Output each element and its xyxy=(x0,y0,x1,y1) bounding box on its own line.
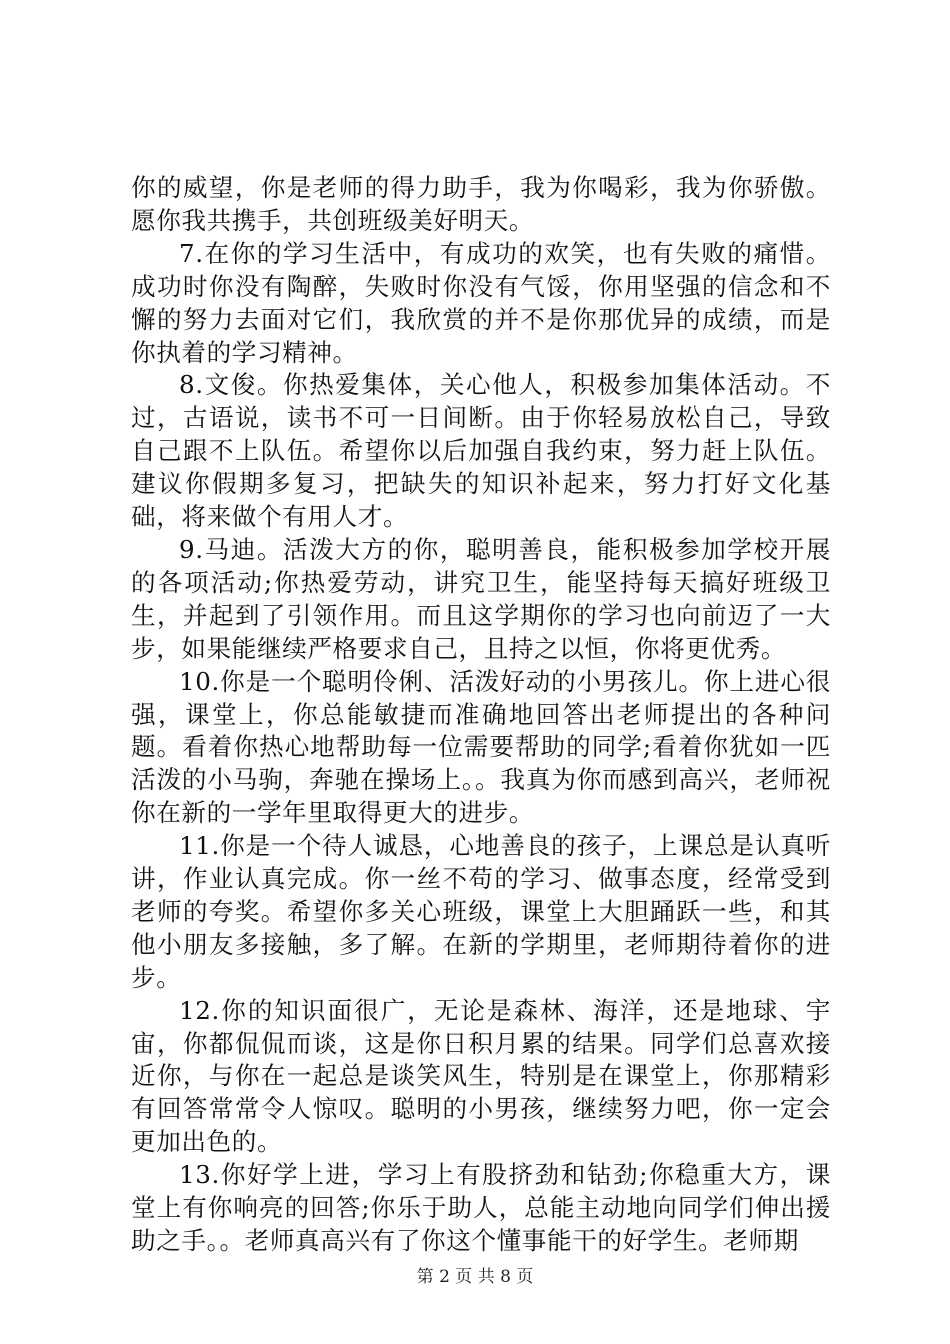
paragraph-item-13: 13.你好学上进，学习上有股挤劲和钻劲;你稳重大方，课堂上有你响亮的回答;你乐于助人，总能主动地向同学们伸出援助之手。。老师真高兴有了你这个懂事能干的好学生。老师期 xyxy=(131,1160,831,1255)
paragraph-item-10: 10.你是一个聪明伶俐、活泼好动的小男孩儿。你上进心很强，课堂上，你总能敏捷而准确地回答出老师提出的各种问题。看着你热心地帮助每一位需要帮助的同学;看着你犹如一匹活泼的小马驹，奔驰在操场上。。我真为你而感到高兴，老师祝你在新的一学年里取得更大的进步。 xyxy=(131,666,831,828)
paragraph-item-8: 8.文俊。你热爱集体，关心他人，积极参加集体活动。不过，古语说，读书不可一日间断。由于你轻易放松自己，导致自己跟不上队伍。希望你以后加强自我约束，努力赶上队伍。建议你假期多复习，把缺失的知识补起来，努力打好文化基础，将来做个有用人才。 xyxy=(131,370,831,532)
document-body xyxy=(131,172,831,1258)
paragraph-item-9: 9.马迪。活泼大方的你，聪明善良，能积极参加学校开展的各项活动;你热爱劳动，讲究卫生，能坚持每天搞好班级卫生，并起到了引领作用。而且这学期你的学习也向前迈了一大步，如果能继续严格要求自己，且持之以恒，你将更优秀。 xyxy=(131,534,831,663)
page-number-footer: 第 2 页 共 8 页 xyxy=(416,1267,534,1287)
paragraph-item-12: 12.你的知识面很广，无论是森林、海洋，还是地球、宇宙，你都侃侃而谈，这是你日积月累的结果。同学们总喜欢接近你，与你在一起总是谈笑风生，特别是在课堂上，你那精彩有回答常常令人惊叹。聪明的小男孩，继续努力吧，你一定会更加出色的。 xyxy=(131,995,831,1157)
paragraph-continuation: 你的威望，你是老师的得力助手，我为你喝彩，我为你骄傲。愿你我共携手，共创班级美好明天。 xyxy=(131,173,831,235)
paragraph-item-7: 7.在你的学习生活中，有成功的欢笑，也有失败的痛惜。成功时你没有陶醉，失败时你没有气馁，你用坚强的信念和不懈的努力去面对它们，我欣赏的并不是你那优异的成绩，而是你执着的学习精神。 xyxy=(131,238,831,367)
paragraph-item-11: 11.你是一个待人诚恳，心地善良的孩子，上课总是认真听讲，作业认真完成。你一丝不苟的学习、做事态度，经常受到老师的夸奖。希望你多关心班级，课堂上大胆踊跃一些，和其他小朋友多接触，多了解。在新的学期里，老师期待着你的进步。 xyxy=(131,831,831,992)
